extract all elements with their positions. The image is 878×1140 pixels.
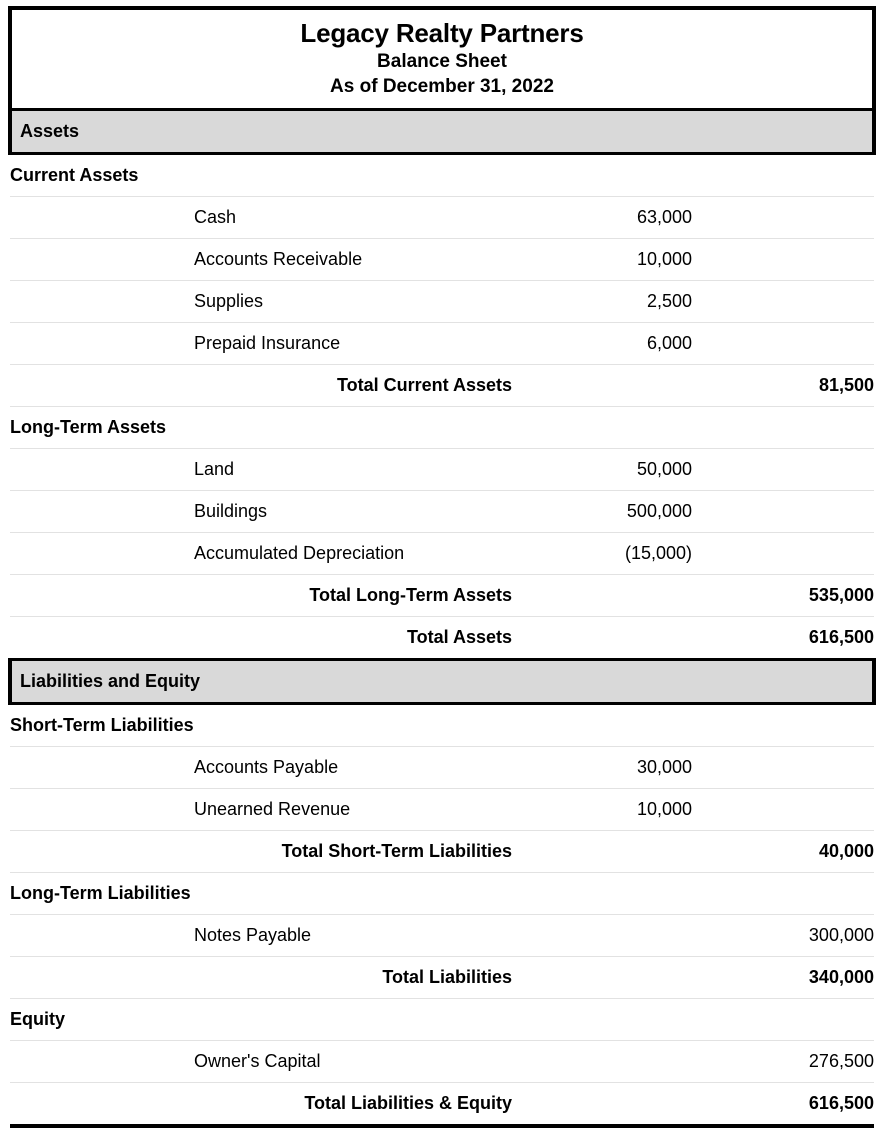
company-name: Legacy Realty Partners <box>300 18 584 48</box>
subtotal-row <box>10 957 874 999</box>
table-row <box>10 323 874 365</box>
table-row <box>10 789 874 831</box>
grand-total-amount: 616,500 <box>692 1083 874 1127</box>
line-item-total <box>692 789 874 831</box>
group-heading-label: Long-Term Assets <box>10 407 512 449</box>
group-heading-row <box>10 999 874 1041</box>
subtotal-label: Total Short-Term Liabilities <box>10 831 512 873</box>
indent-cell <box>10 789 194 831</box>
line-item-value: 10,000 <box>512 239 692 281</box>
indent-cell <box>10 915 194 957</box>
grand-total-label: Total Liabilities & Equity <box>10 1083 512 1127</box>
balance-sheet-table <box>8 6 876 1140</box>
blank-label-cell <box>194 1126 512 1140</box>
indent-cell <box>10 1126 194 1140</box>
line-item-label: Cash <box>194 197 512 239</box>
line-item-total <box>692 449 874 491</box>
indent-cell <box>10 533 194 575</box>
group-heading-label: Short-Term Liabilities <box>10 704 512 747</box>
group-heading-row <box>10 873 874 915</box>
indent-cell <box>10 281 194 323</box>
spacer-value-cell <box>512 407 692 449</box>
spacer-value-cell <box>512 999 692 1041</box>
subtotal-value-spacer <box>512 365 692 407</box>
line-item-value: 10,000 <box>512 789 692 831</box>
table-row <box>10 747 874 789</box>
line-item-value: 30,000 <box>512 747 692 789</box>
blank-value-cell <box>512 1126 692 1140</box>
indent-cell <box>10 747 194 789</box>
line-item-total: 300,000 <box>692 915 874 957</box>
line-item-label: Supplies <box>194 281 512 323</box>
indent-cell <box>10 197 194 239</box>
trailing-blank-row <box>10 1126 874 1140</box>
line-item-total <box>692 491 874 533</box>
group-heading-row <box>10 704 874 747</box>
line-item-total <box>692 323 874 365</box>
subtotal-value-spacer <box>512 957 692 999</box>
subtotal-amount: 535,000 <box>692 575 874 617</box>
line-item-value: 63,000 <box>512 197 692 239</box>
subtotal-amount: 81,500 <box>692 365 874 407</box>
indent-cell <box>10 491 194 533</box>
grand-total-row <box>10 617 874 660</box>
table-row <box>10 197 874 239</box>
spacer-value-cell <box>512 154 692 197</box>
indent-cell <box>10 323 194 365</box>
line-item-total <box>692 239 874 281</box>
line-item-label: Owner's Capital <box>194 1041 512 1083</box>
subtotal-row <box>10 575 874 617</box>
grand-total-amount: 616,500 <box>692 617 874 660</box>
spacer-total-cell <box>692 154 874 197</box>
subtotal-amount: 40,000 <box>692 831 874 873</box>
subtotal-value-spacer <box>512 831 692 873</box>
table-row <box>10 239 874 281</box>
table-row <box>10 1041 874 1083</box>
section-header-assets <box>10 110 874 154</box>
line-item-label: Accumulated Depreciation <box>194 533 512 575</box>
line-item-label: Accounts Payable <box>194 747 512 789</box>
table-row <box>10 449 874 491</box>
group-heading-label: Current Assets <box>10 154 512 197</box>
group-heading-label: Long-Term Liabilities <box>10 873 512 915</box>
section-header-label: Liabilities and Equity <box>10 660 874 704</box>
subtotal-amount: 340,000 <box>692 957 874 999</box>
table-row <box>10 281 874 323</box>
table-row <box>10 533 874 575</box>
table-row <box>10 915 874 957</box>
group-heading-row <box>10 154 874 197</box>
line-item-value: (15,000) <box>512 533 692 575</box>
spacer-total-cell <box>692 873 874 915</box>
line-item-label: Notes Payable <box>194 915 512 957</box>
line-item-value: 6,000 <box>512 323 692 365</box>
spacer-value-cell <box>512 873 692 915</box>
line-item-total <box>692 533 874 575</box>
subtotal-value-spacer <box>512 575 692 617</box>
line-item-total <box>692 281 874 323</box>
subtotal-label: Total Long-Term Assets <box>10 575 512 617</box>
title-block <box>10 8 874 110</box>
spacer-total-cell <box>692 407 874 449</box>
subtotal-row <box>10 365 874 407</box>
group-heading-label: Equity <box>10 999 512 1041</box>
line-item-total <box>692 197 874 239</box>
line-item-value: 2,500 <box>512 281 692 323</box>
subtotal-label: Total Liabilities <box>10 957 512 999</box>
indent-cell <box>10 1041 194 1083</box>
grand-total-value-spacer <box>512 617 692 660</box>
line-item-value <box>512 915 692 957</box>
line-item-value: 50,000 <box>512 449 692 491</box>
grand-total-row <box>10 1083 874 1127</box>
blank-total-cell <box>692 1126 874 1140</box>
line-item-total: 276,500 <box>692 1041 874 1083</box>
line-item-label: Buildings <box>194 491 512 533</box>
line-item-label: Unearned Revenue <box>194 789 512 831</box>
spacer-total-cell <box>692 999 874 1041</box>
line-item-label: Prepaid Insurance <box>194 323 512 365</box>
statement-title: Balance Sheet <box>377 51 507 72</box>
line-item-label: Accounts Receivable <box>194 239 512 281</box>
subtotal-label: Total Current Assets <box>10 365 512 407</box>
indent-cell <box>10 449 194 491</box>
indent-cell <box>10 239 194 281</box>
line-item-label: Land <box>194 449 512 491</box>
table-row <box>10 491 874 533</box>
spacer-value-cell <box>512 704 692 747</box>
section-header-label: Assets <box>10 110 874 154</box>
balance-sheet-document <box>8 6 872 1140</box>
spacer-total-cell <box>692 704 874 747</box>
line-item-value: 500,000 <box>512 491 692 533</box>
grand-total-label: Total Assets <box>10 617 512 660</box>
line-item-total <box>692 747 874 789</box>
statement-period: As of December 31, 2022 <box>330 76 554 97</box>
subtotal-row <box>10 831 874 873</box>
group-heading-row <box>10 407 874 449</box>
line-item-value <box>512 1041 692 1083</box>
grand-total-value-spacer <box>512 1083 692 1127</box>
section-header-liabilities-and-equity <box>10 660 874 704</box>
